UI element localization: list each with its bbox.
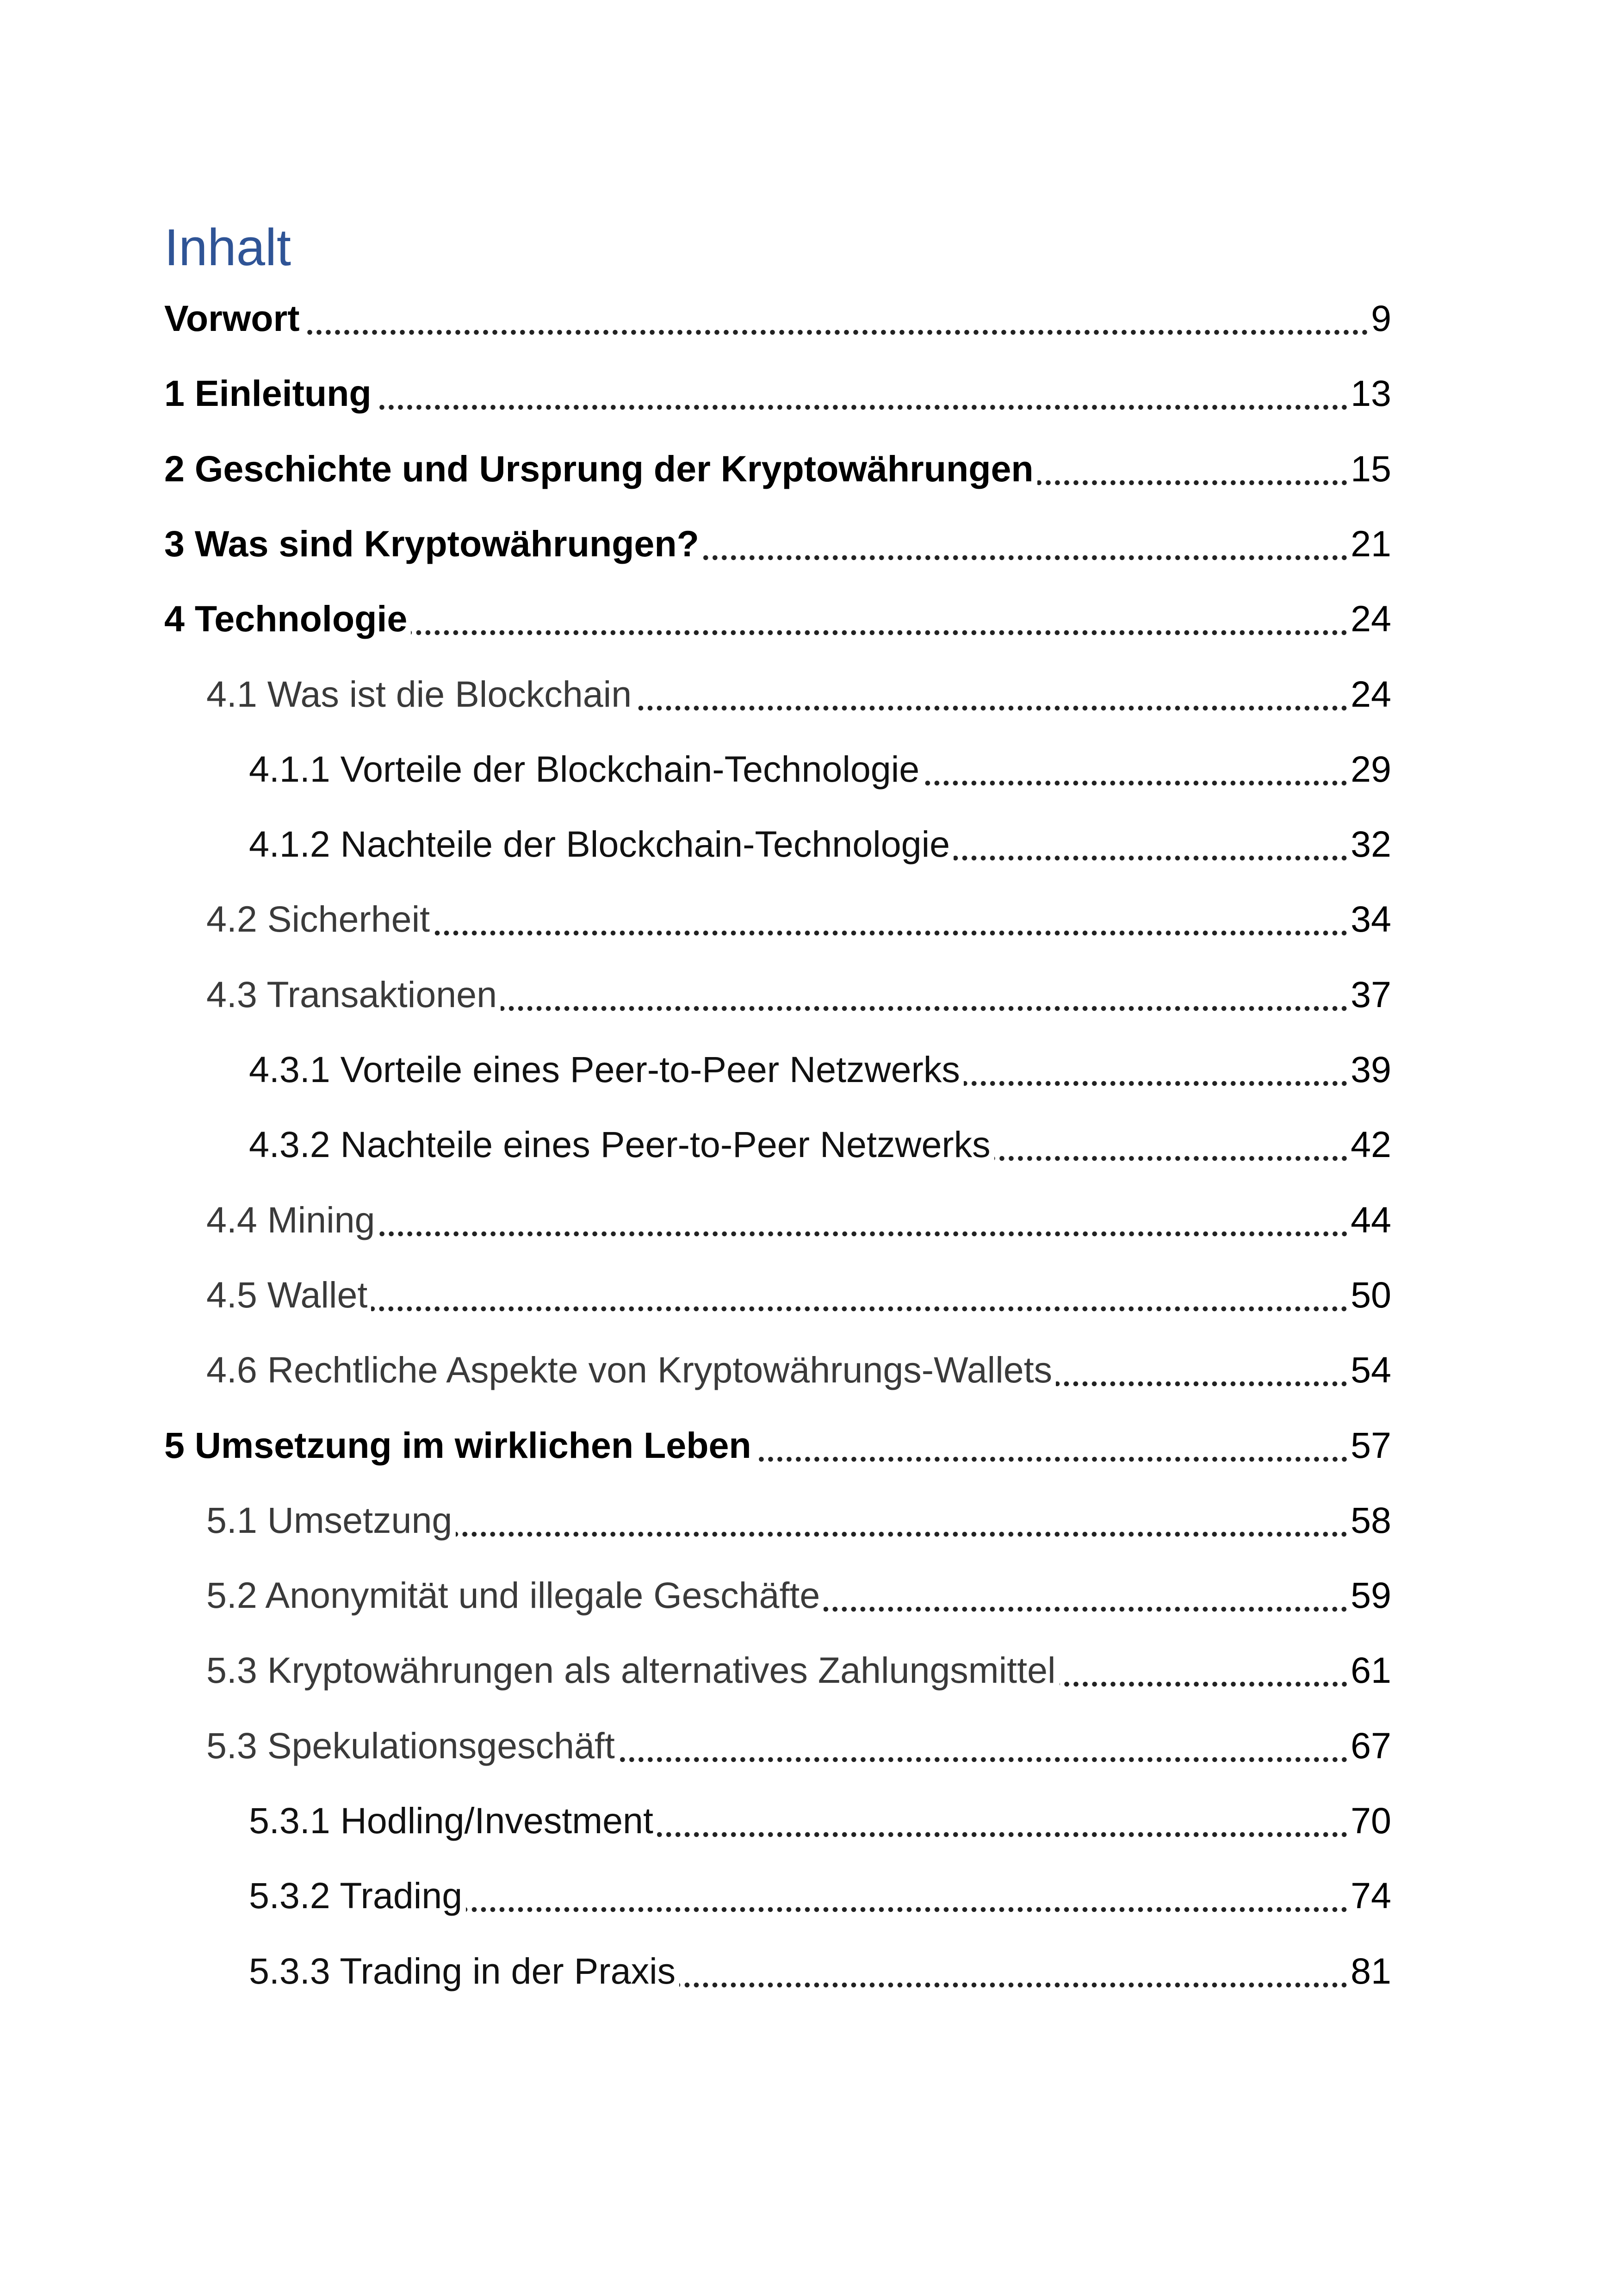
toc-entry-label: 5.3 Spekulationsgeschäft xyxy=(206,1725,615,1766)
toc-entry[interactable] xyxy=(206,1493,1391,1543)
toc-entry-page-number: 58 xyxy=(1351,1500,1391,1541)
toc-entry[interactable] xyxy=(249,1943,1391,1994)
toc-entry[interactable] xyxy=(249,1042,1391,1093)
toc-entry[interactable] xyxy=(206,967,1391,1018)
dot-leader xyxy=(824,1572,1349,1618)
toc-entry[interactable] xyxy=(164,1418,1391,1468)
toc-entry-page-number: 57 xyxy=(1351,1425,1391,1466)
dot-leader xyxy=(371,1272,1349,1318)
toc-entry[interactable] xyxy=(206,1643,1391,1693)
toc-entry-label: 5.3.1 Hodling/Investment xyxy=(249,1800,653,1841)
toc-entry[interactable] xyxy=(164,591,1391,642)
dot-leader xyxy=(456,1497,1349,1543)
toc-entry[interactable] xyxy=(206,1718,1391,1769)
toc-entry[interactable] xyxy=(206,1267,1391,1318)
toc-entry-page-number: 24 xyxy=(1351,598,1391,639)
toc-entry-page-number: 21 xyxy=(1351,523,1391,564)
toc-entry-page-number: 70 xyxy=(1351,1800,1391,1841)
dot-leader xyxy=(501,971,1349,1018)
toc-entry-label: 3 Was sind Kryptowährungen? xyxy=(164,523,699,564)
toc-entry[interactable] xyxy=(164,516,1391,567)
toc-entry-page-number: 37 xyxy=(1351,974,1391,1015)
dot-leader xyxy=(755,1422,1349,1468)
toc-entry[interactable] xyxy=(206,891,1391,942)
toc-entry-label: 4.3.2 Nachteile eines Peer-to-Peer Netzwerks xyxy=(249,1124,991,1165)
dot-leader xyxy=(434,896,1349,942)
toc-entry[interactable] xyxy=(249,1868,1391,1919)
toc-entry[interactable] xyxy=(249,1117,1391,1168)
dot-leader xyxy=(657,1798,1349,1844)
toc-entry[interactable] xyxy=(164,291,1391,342)
toc-entry-label: 5.3 Kryptowährungen als alternatives Zahlungsmittel xyxy=(206,1649,1056,1691)
toc-entry-label: 4.5 Wallet xyxy=(206,1274,368,1315)
toc-entry-page-number: 24 xyxy=(1351,673,1391,715)
dot-leader xyxy=(1060,1647,1349,1693)
toc-entry[interactable] xyxy=(206,1568,1391,1618)
dot-leader xyxy=(923,746,1349,792)
toc-entry-page-number: 34 xyxy=(1351,898,1391,940)
toc-entry-label: 5.1 Umsetzung xyxy=(206,1500,453,1541)
toc-entry-label: 4.2 Sicherheit xyxy=(206,898,430,940)
dot-leader xyxy=(994,1121,1349,1168)
toc-entry-page-number: 81 xyxy=(1351,1950,1391,1991)
toc-entry-page-number: 44 xyxy=(1351,1199,1391,1240)
toc-entry-label: 4 Technologie xyxy=(164,598,408,639)
toc-entry-page-number: 59 xyxy=(1351,1574,1391,1616)
dot-leader xyxy=(379,1197,1349,1243)
toc-entry-page-number: 74 xyxy=(1351,1875,1391,1916)
toc-entry-label: 4.1.2 Nachteile der Blockchain-Technologie xyxy=(249,823,950,865)
toc-entry-label: 1 Einleitung xyxy=(164,373,372,414)
dot-leader xyxy=(466,1873,1349,1919)
toc-entry[interactable] xyxy=(206,1192,1391,1243)
toc-entry-label: 4.6 Rechtliche Aspekte von Kryptowährungs-Wallets xyxy=(206,1349,1053,1390)
toc-entry[interactable] xyxy=(206,1342,1391,1393)
dot-leader xyxy=(954,821,1349,867)
toc-entry[interactable] xyxy=(249,816,1391,867)
toc-heading: Inhalt xyxy=(164,218,291,276)
toc-entry-label: 5.3.3 Trading in der Praxis xyxy=(249,1950,676,1991)
dot-leader xyxy=(375,370,1349,417)
toc-entry-page-number: 42 xyxy=(1351,1124,1391,1165)
toc-entry-label: 4.3 Transaktionen xyxy=(206,974,497,1015)
toc-entry-page-number: 9 xyxy=(1371,298,1391,339)
toc-entry-label: 4.1.1 Vorteile der Blockchain-Technologie xyxy=(249,748,920,790)
toc-entry-page-number: 15 xyxy=(1351,448,1391,489)
toc-entry-page-number: 50 xyxy=(1351,1274,1391,1315)
dot-leader xyxy=(411,596,1349,642)
dot-leader xyxy=(635,671,1349,717)
dot-leader xyxy=(703,521,1349,567)
toc-entry[interactable] xyxy=(164,441,1391,492)
dot-leader xyxy=(1056,1347,1349,1393)
toc-entry-label: 4.4 Mining xyxy=(206,1199,375,1240)
toc-entry-label: 4.1 Was ist die Blockchain xyxy=(206,673,632,715)
toc-entry-page-number: 67 xyxy=(1351,1725,1391,1766)
toc-entry-label: 4.3.1 Vorteile eines Peer-to-Peer Netzwerks xyxy=(249,1049,960,1090)
toc-entry-page-number: 32 xyxy=(1351,823,1391,865)
dot-leader xyxy=(964,1046,1349,1093)
toc-entry-label: 5 Umsetzung im wirklichen Leben xyxy=(164,1425,751,1466)
toc-entry-page-number: 39 xyxy=(1351,1049,1391,1090)
dot-leader xyxy=(679,1948,1349,1994)
toc-entry-page-number: 54 xyxy=(1351,1349,1391,1390)
toc-entry[interactable] xyxy=(206,666,1391,717)
toc-entry-label: 5.3.2 Trading xyxy=(249,1875,463,1916)
toc-entry-page-number: 61 xyxy=(1351,1649,1391,1691)
toc-entry[interactable] xyxy=(249,1793,1391,1844)
toc-entry-label: Vorwort xyxy=(164,298,300,339)
toc-entry[interactable] xyxy=(164,366,1391,417)
toc-entry-page-number: 13 xyxy=(1351,373,1391,414)
toc-entry[interactable] xyxy=(249,741,1391,792)
toc-entry-label: 2 Geschichte und Ursprung der Kryptowährungen xyxy=(164,448,1034,489)
dot-leader xyxy=(304,295,1369,342)
dot-leader xyxy=(619,1723,1349,1769)
toc-entry-page-number: 29 xyxy=(1351,748,1391,790)
dot-leader xyxy=(1037,446,1349,492)
toc-entry-label: 5.2 Anonymität und illegale Geschäfte xyxy=(206,1574,820,1616)
